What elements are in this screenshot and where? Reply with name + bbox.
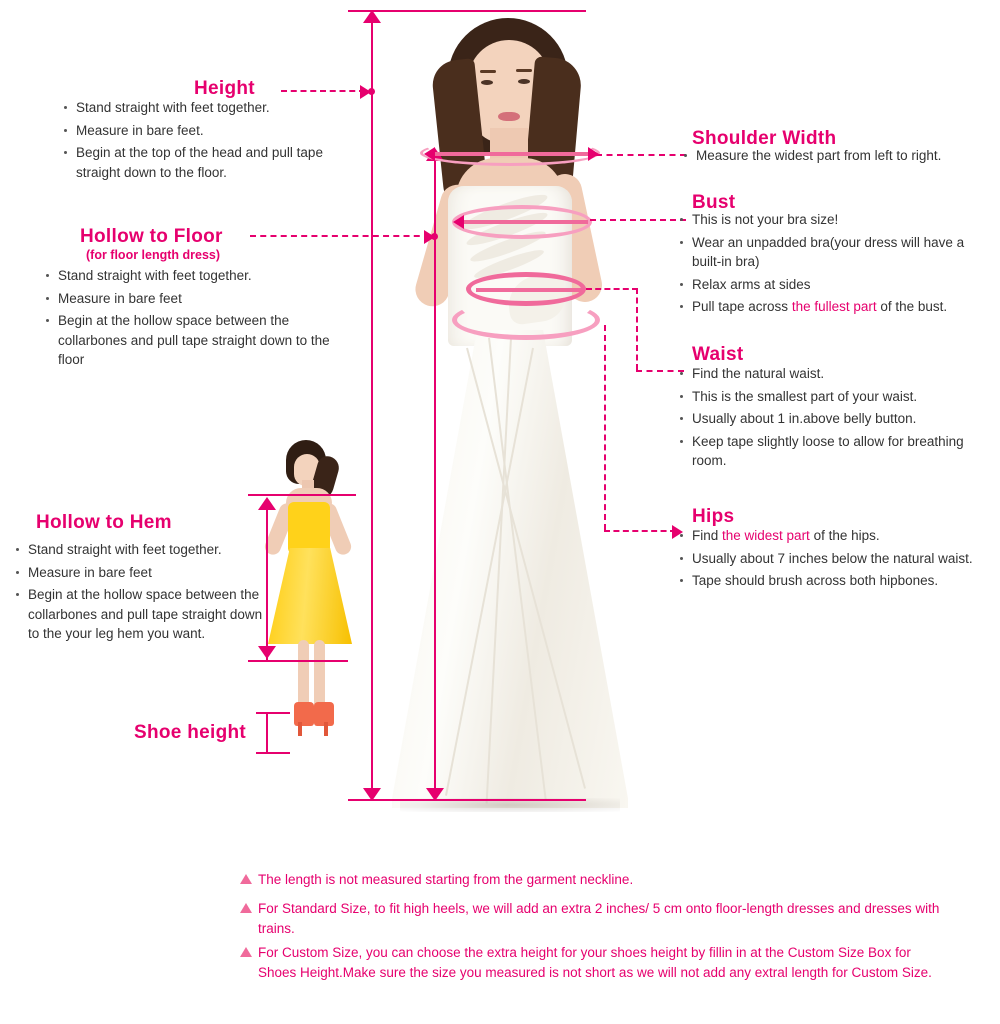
shoulder-leader: [596, 154, 686, 156]
main-model-illustration: [360, 8, 660, 808]
hips-leader-h: [604, 530, 676, 532]
hollow-to-floor-leader-arrow: [424, 230, 435, 244]
footer-note-1: [240, 870, 940, 890]
shoulder-width-heading: Shoulder Width: [692, 128, 837, 149]
waist-bullets: [678, 364, 988, 474]
footer-note-3-text: For Custom Size, you can choose the extra height for your shoes height by fillin in at the Custom Size Box for Shoes Height.Make sure the size you measured is not short as we will not add any extral length for Custom Size.: [258, 945, 932, 980]
hollow-to-hem-heading: Hollow to Hem: [36, 512, 172, 533]
list-item: Measure the widest part from left to right.: [682, 146, 992, 166]
waist-heading: Waist: [692, 344, 744, 365]
height-axis: [371, 18, 373, 790]
height-leader-arrow: [360, 85, 371, 99]
hips-bullets: [678, 526, 992, 594]
list-item: This is the smallest part of your waist.: [678, 387, 988, 407]
height-heading: Height: [194, 78, 255, 99]
list-item: Usually about 7 inches below the natural waist.: [678, 549, 992, 569]
list-item: Keep tape slightly loose to allow for breathing room.: [678, 432, 988, 471]
hollow-to-hem-arrow-bottom: [258, 646, 276, 659]
shoulder-width-bullets: [682, 146, 992, 169]
hollow-to-floor-heading: Hollow to Floor: [80, 226, 223, 247]
list-item: Relax arms at sides: [678, 275, 996, 295]
hips-highlight: the widest part: [722, 528, 810, 543]
hips-heading: Hips: [692, 506, 735, 527]
hollow-to-hem-axis: [266, 500, 268, 660]
list-item-hips-widest: Find the widest part of the hips.: [678, 526, 992, 546]
list-item: Measure in bare feet: [44, 289, 334, 309]
list-item: Tape should brush across both hipbones.: [678, 571, 992, 591]
list-item: Begin at the top of the head and pull tape straight down to the floor.: [62, 143, 342, 182]
list-item: Stand straight with feet together.: [62, 98, 342, 118]
bust-arrow-left: [453, 215, 464, 229]
warning-triangle-icon: [240, 903, 252, 913]
hollow-to-hem-bullets: [14, 540, 266, 647]
hollow-to-hem-arrow-top: [258, 497, 276, 510]
bust-heading: Bust: [692, 192, 736, 213]
list-item: Begin at the hollow space between the collarbones and pull tape straight down to the your leg hem you want.: [14, 585, 266, 644]
list-item: Measure in bare feet: [14, 563, 266, 583]
shoe-height-axis: [266, 712, 268, 754]
shoe-height-bottom-tick: [256, 752, 290, 754]
bust-measure-line: [462, 220, 588, 224]
hollow-to-floor-arrow-bottom: [426, 788, 444, 801]
height-leader: [281, 90, 365, 92]
hips-leader-v: [604, 325, 606, 530]
list-item: This is not your bra size!: [678, 210, 996, 230]
shoe-height-heading: Shoe height: [134, 722, 247, 743]
footer-note-1-text: The length is not measured starting from the garment neckline.: [258, 872, 634, 887]
hollow-to-floor-bullets: [44, 266, 334, 373]
shoulder-arrow-left: [424, 147, 435, 161]
height-top-tick: [348, 10, 586, 12]
list-item: Find the natural waist.: [678, 364, 988, 384]
waist-leader-v: [636, 288, 638, 370]
bust-bullets: [678, 210, 996, 320]
waist-leader-h2: [636, 370, 684, 372]
footer-note-2: [240, 899, 940, 938]
bust-leader: [590, 219, 686, 221]
list-item: Begin at the hollow space between the collarbones and pull tape straight down to the floor: [44, 311, 334, 370]
hollow-to-floor-leader: [250, 235, 430, 237]
list-item: Usually about 1 in.above belly button.: [678, 409, 988, 429]
hollow-to-floor-subheading: (for floor length dress): [86, 248, 221, 262]
footer-note-3: [240, 943, 950, 982]
footer-note-2-text: For Standard Size, to fit high heels, we will add an extra 2 inches/ 5 cm onto floor-length dresses and dresses with trains.: [258, 901, 940, 936]
list-item: Wear an unpadded bra(your dress will have a built-in bra): [678, 233, 996, 272]
height-bullets: [62, 98, 342, 185]
hips-band: [452, 300, 600, 340]
waist-measure-line: [476, 288, 582, 292]
bust-highlight: the fullest part: [791, 299, 877, 315]
list-item-bust-fullest: Pull tape across the fullest part of the bust.: [678, 297, 996, 317]
hem-bottom-tick: [248, 660, 348, 662]
shoulder-measure-line: [432, 152, 592, 156]
list-item: Stand straight with feet together.: [14, 540, 266, 560]
warning-triangle-icon: [240, 947, 252, 957]
shoe-height-top-tick: [256, 712, 290, 714]
hem-top-tick: [248, 494, 356, 496]
list-item: Measure in bare feet.: [62, 121, 342, 141]
warning-triangle-icon: [240, 874, 252, 884]
hollow-to-floor-axis: [434, 158, 436, 790]
list-item: Stand straight with feet together.: [44, 266, 334, 286]
waist-leader-h: [586, 288, 638, 290]
height-bottom-tick: [348, 799, 586, 801]
